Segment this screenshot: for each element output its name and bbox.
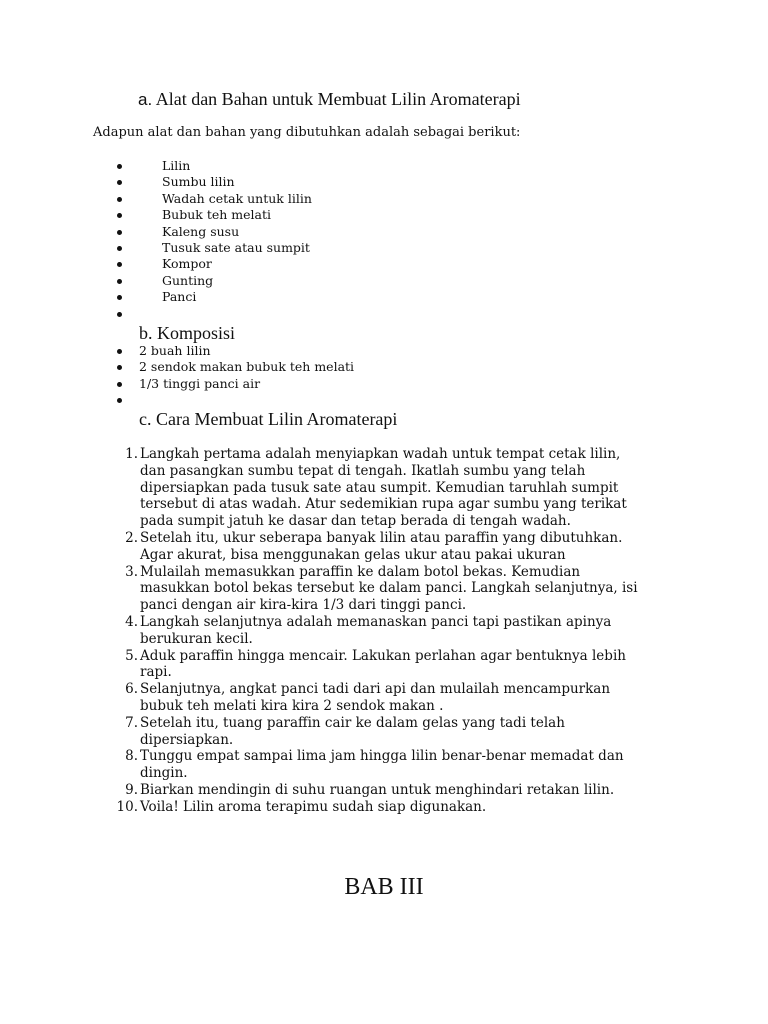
section-b-marker: b. xyxy=(139,323,153,343)
section-c-title: Cara Membuat Lilin Aromaterapi xyxy=(156,409,398,429)
step-text-line: Mulailah memasukkan paraffin ke dalam botol bekas. Kemudian xyxy=(140,563,581,580)
step-text-line: Tunggu empat sampai lima jam hingga lilin benar-benar memadat dan xyxy=(140,748,624,765)
tools-materials-list xyxy=(117,158,517,322)
tool-item-text: Sumbu lilin xyxy=(162,174,235,190)
step-text-line: tersebut di atas wadah. Atur sedemikian rupa agar sumbu yang terikat xyxy=(140,496,627,513)
tool-item xyxy=(117,306,517,322)
step-item xyxy=(108,446,668,530)
bullet-icon xyxy=(117,262,122,267)
step-text-line: Langkah pertama adalah menyiapkan wadah untuk tempat cetak lilin, xyxy=(140,446,621,462)
step-number: 7. xyxy=(125,714,138,731)
tool-item-text: Kaleng susu xyxy=(162,223,240,239)
tool-item xyxy=(117,191,517,207)
section-a-title: Alat dan Bahan untuk Membuat Lilin Aromaterapi xyxy=(155,89,521,109)
step-text-line: rapi. xyxy=(140,664,172,681)
bullet-icon xyxy=(117,349,122,354)
tool-item xyxy=(117,289,517,305)
tool-item-text: Panci xyxy=(162,289,197,305)
step-text-line: bubuk teh melati kira kira 2 sendok makan . xyxy=(140,697,444,714)
tool-item xyxy=(117,207,517,223)
composition-item xyxy=(117,392,517,408)
step-number: 6. xyxy=(125,681,138,698)
tool-item xyxy=(117,273,517,289)
tool-item-text: Lilin xyxy=(162,158,191,173)
composition-list xyxy=(117,343,517,409)
section-c-marker: c. xyxy=(139,409,152,429)
bullet-icon xyxy=(117,180,122,185)
step-item xyxy=(108,564,668,614)
tool-item-text: Wadah cetak untuk lilin xyxy=(162,190,312,206)
bullet-icon xyxy=(117,197,122,202)
step-text-line: Setelah itu, ukur seberapa banyak lilin atau paraffin yang dibutuhkan. xyxy=(140,529,623,546)
chapter-title: BAB III xyxy=(344,874,424,900)
bullet-icon xyxy=(117,382,122,387)
step-text-line: Aduk paraffin hingga mencair. Lakukan perlahan agar bentuknya lebih xyxy=(140,647,626,664)
bullet-icon xyxy=(117,213,122,218)
bullet-icon xyxy=(117,279,122,284)
composition-item xyxy=(117,343,517,359)
step-item xyxy=(108,715,668,749)
bullet-icon xyxy=(117,365,122,370)
step-text-line: panci dengan air kira-kira 1/3 dari tinggi panci. xyxy=(140,597,467,614)
tool-item xyxy=(117,174,517,190)
step-number: 8. xyxy=(125,748,138,765)
composition-item xyxy=(117,359,517,375)
composition-item-text: 2 sendok makan bubuk teh melati xyxy=(139,359,355,375)
section-a-marker: a. xyxy=(138,90,153,109)
section-b-heading xyxy=(139,322,235,344)
step-text-line: dingin. xyxy=(140,765,188,782)
tool-item-text: Gunting xyxy=(162,272,214,288)
step-text-line: Agar akurat, bisa menggunakan gelas ukur atau pakai ukuran xyxy=(140,546,566,563)
step-text-line: Voila! Lilin aroma terapimu sudah siap digunakan. xyxy=(140,798,487,815)
bullet-icon xyxy=(117,246,122,251)
step-text-line: Selanjutnya, angkat panci tadi dari api dan mulailah mencampurkan xyxy=(140,681,611,698)
step-number: 10. xyxy=(116,798,138,815)
section-a-intro: Adapun alat dan bahan yang dibutuhkan adalah sebagai berikut: xyxy=(93,125,521,140)
step-number: 4. xyxy=(125,613,138,630)
composition-item-text: 1/3 tinggi panci air xyxy=(139,375,261,391)
bullet-icon xyxy=(117,398,122,403)
bullet-icon xyxy=(117,230,122,235)
step-text-line: Langkah selanjutnya adalah memanaskan panci tapi pastikan apinya xyxy=(140,613,612,630)
tool-item xyxy=(117,224,517,240)
bullet-icon xyxy=(117,295,122,300)
step-text-line: dan pasangkan sumbu tepat di tengah. Ikatlah sumbu yang telah xyxy=(140,462,586,479)
composition-item xyxy=(117,376,517,392)
step-text-line: dipersiapkan pada tusuk sate atau sumpit. Kemudian taruhlah sumpit xyxy=(140,479,619,496)
step-item xyxy=(108,748,668,782)
step-text-line: Setelah itu, tuang paraffin cair ke dalam gelas yang tadi telah xyxy=(140,714,565,731)
step-text-line: dipersiapkan. xyxy=(140,731,234,748)
step-item xyxy=(108,648,668,682)
tool-item-text: Kompor xyxy=(162,256,212,272)
composition-item-text: 2 buah lilin xyxy=(139,343,211,358)
step-number: 9. xyxy=(125,781,138,798)
step-number: 3. xyxy=(125,563,138,580)
step-text-line: berukuran kecil. xyxy=(140,630,253,647)
tool-item xyxy=(117,158,517,174)
step-item xyxy=(108,530,668,564)
step-item xyxy=(108,614,668,648)
step-number: 5. xyxy=(125,647,138,664)
tool-item-text: Tusuk sate atau sumpit xyxy=(162,239,310,255)
section-a-heading xyxy=(138,88,521,111)
tool-item xyxy=(117,256,517,272)
section-b-title: Komposisi xyxy=(157,323,236,343)
steps-list xyxy=(108,446,668,816)
step-text-line: masukkan botol bekas tersebut ke dalam panci. Langkah selanjutnya, isi xyxy=(140,580,638,597)
tool-item xyxy=(117,240,517,256)
step-item xyxy=(108,782,668,799)
step-item xyxy=(108,799,668,816)
step-text-line: pada sumpit jatuh ke dasar dan tetap berada di tengah wadah. xyxy=(140,513,571,530)
step-text-line: Biarkan mendingin di suhu ruangan untuk menghindari retakan lilin. xyxy=(140,781,615,798)
step-item xyxy=(108,681,668,715)
step-number: 2. xyxy=(125,529,138,546)
bullet-icon xyxy=(117,164,122,169)
bullet-icon xyxy=(117,312,122,317)
section-c-heading xyxy=(139,408,397,430)
step-number: 1. xyxy=(125,446,138,462)
tool-item-text: Bubuk teh melati xyxy=(162,207,272,223)
